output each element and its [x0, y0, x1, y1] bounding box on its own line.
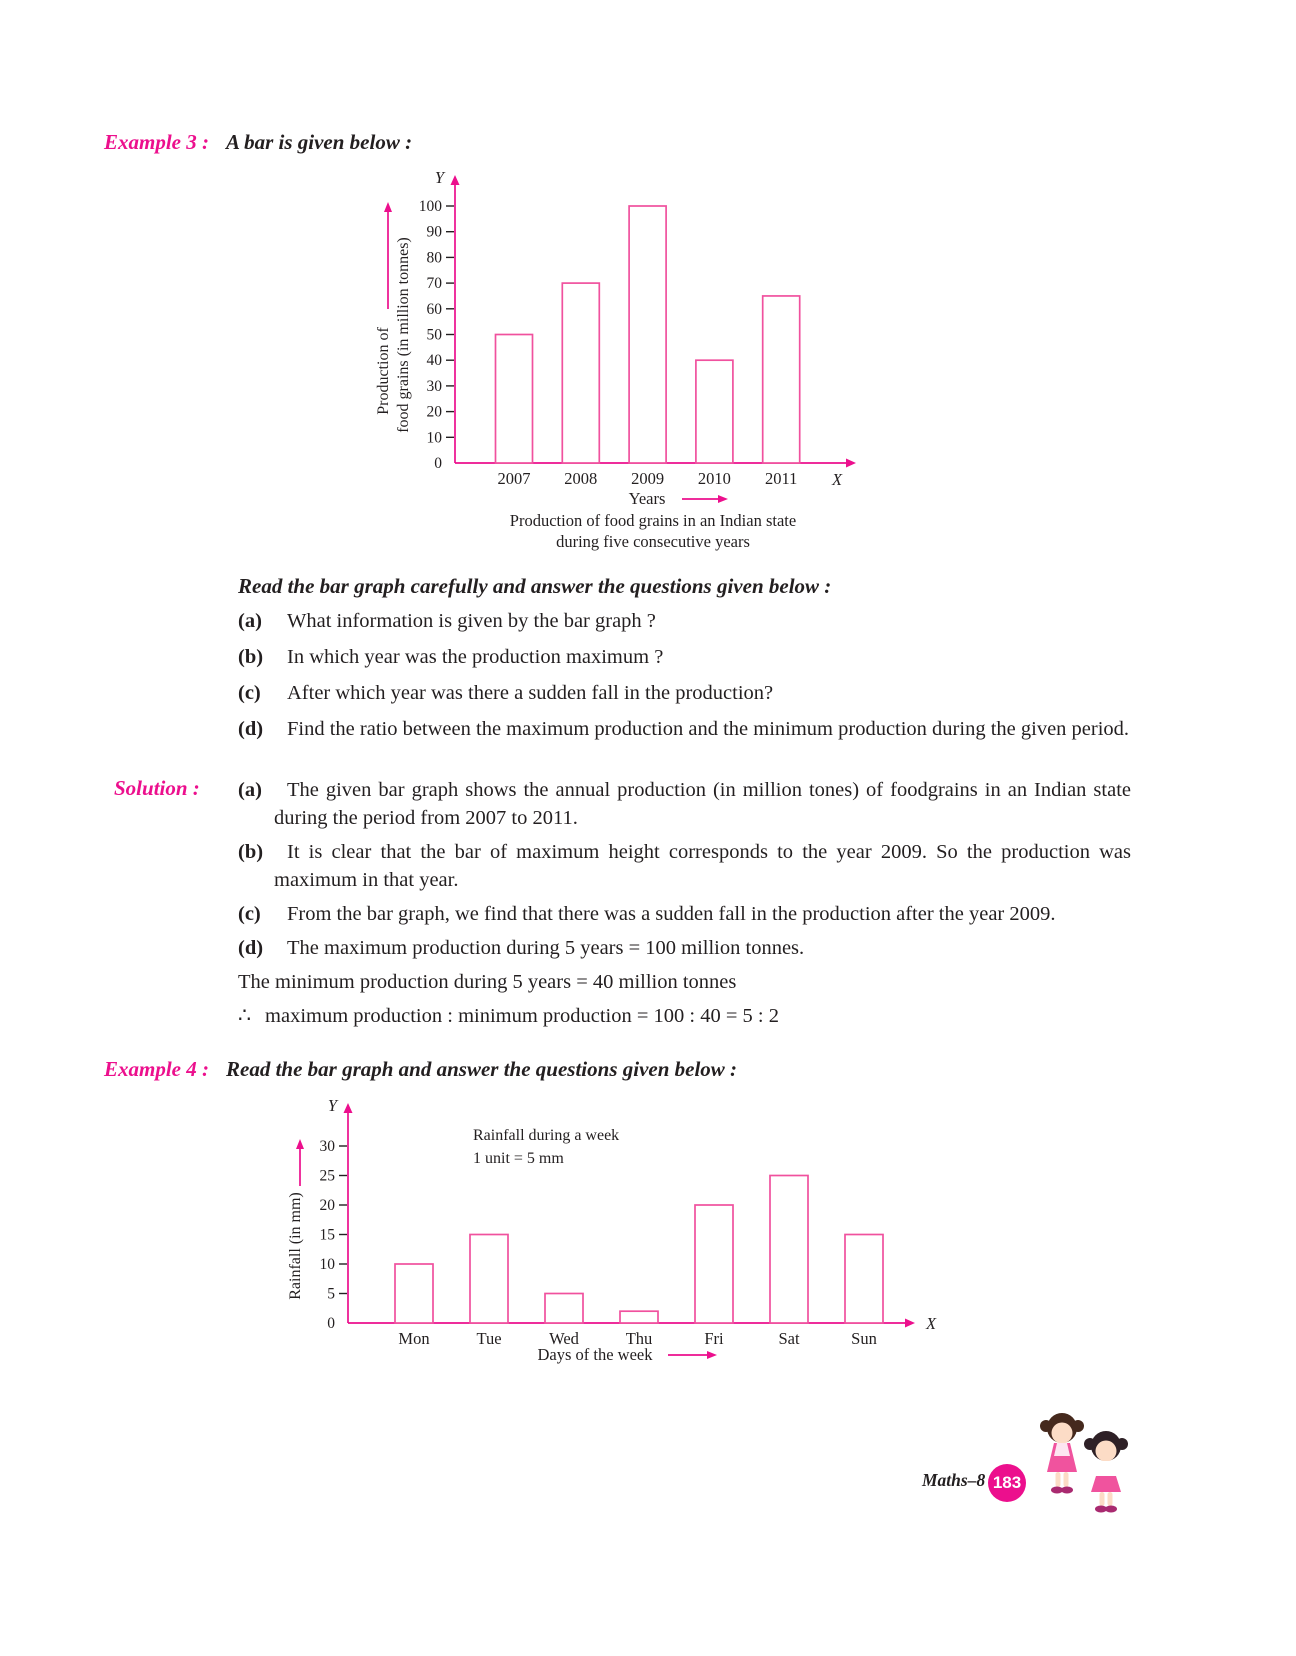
y-tick-label: 40: [426, 352, 442, 370]
mascot-girl-left: [1040, 1413, 1084, 1494]
bar-Wed: [545, 1294, 583, 1324]
question-a: [238, 607, 1131, 635]
read-prompt: Read the bar graph carefully and answer the questions given below :: [238, 574, 832, 598]
x-axis-title: Years: [628, 489, 666, 508]
questions-list: [238, 607, 1131, 751]
y-tick-label: 15: [319, 1226, 335, 1244]
x-axis-arrow-icon: [905, 1319, 915, 1328]
x-category-label: Wed: [549, 1329, 579, 1348]
solution-b-label: (b): [238, 841, 264, 863]
question-c-label: (c): [238, 682, 261, 704]
y-axis-arrow-icon: [344, 1103, 353, 1113]
y-tick-label: 50: [426, 326, 442, 344]
mascot-girl-right: [1084, 1431, 1128, 1513]
ylabel-arrow-icon: [384, 202, 392, 212]
example4-heading: [104, 1057, 737, 1082]
question-d-text: Find the ratio between the maximum production and the minimum production during the given period.: [287, 718, 1130, 740]
y-tick-label: 30: [426, 377, 442, 395]
bar-2008: [562, 283, 599, 463]
question-c: [238, 679, 1131, 707]
example4-label: Example 4 :: [104, 1057, 209, 1081]
solution-list: [238, 776, 1131, 1030]
y-tick-label: 80: [426, 249, 442, 267]
solution-item-b: [238, 838, 1131, 894]
solution-item-a: [238, 776, 1131, 832]
example3-heading: [104, 130, 412, 155]
xlabel-arrow-icon: [707, 1351, 717, 1359]
bar-Tue: [470, 1235, 508, 1324]
x-category-label: 2008: [564, 469, 598, 488]
x-category-label: Fri: [704, 1329, 724, 1348]
bar-2009: [629, 206, 666, 463]
x-category-label: Sun: [851, 1329, 877, 1348]
y-tick-label: 20: [426, 403, 442, 421]
x-axis-title: Days of the week: [537, 1345, 653, 1364]
solution-a-label: (a): [238, 779, 262, 801]
chart-caption-line: during five consecutive years: [556, 532, 750, 551]
ylabel-arrow-icon: [296, 1139, 304, 1149]
production-bar-chart: [370, 163, 870, 566]
x-category-label: Tue: [476, 1329, 502, 1348]
x-category-label: 2010: [697, 469, 731, 488]
rainfall-bar-chart: [285, 1093, 950, 1380]
solution-c-label: (c): [238, 903, 261, 925]
solution-minimum-line: The minimum production during 5 years = 40 million tonnes: [238, 971, 737, 993]
bar-Sun: [845, 1235, 883, 1324]
bar-Mon: [395, 1264, 433, 1323]
solution-b-text: It is clear that the bar of maximum height corresponds to the year 2009. So the production was maximum in that year.: [274, 841, 1131, 891]
x-axis-arrow-icon: [846, 459, 856, 468]
bar-2011: [763, 296, 800, 463]
y-axis-letter: Y: [434, 168, 444, 187]
y-tick-label: 20: [319, 1197, 335, 1214]
example3-label: Example 3 :: [104, 130, 209, 154]
example4-title: Read the bar graph and answer the questions given below :: [226, 1057, 738, 1081]
question-b-text: In which year was the production maximum ?: [287, 646, 664, 668]
rainfall-chart-svg: [285, 1093, 950, 1375]
solution-item-d: [238, 934, 1131, 962]
solution-c-text: From the bar graph, we find that there was a sudden fall in the production after the year 2009.: [287, 903, 1056, 925]
y-tick-label: 25: [319, 1167, 335, 1185]
solution-ratio-text: maximum production : minimum production = 100 : 40 = 5 : 2: [265, 1005, 779, 1027]
x-category-label: Sat: [778, 1329, 800, 1348]
solution-item-c: [238, 900, 1131, 928]
y-tick-label: 0: [327, 1315, 335, 1332]
y-tick-label: 100: [418, 198, 442, 215]
chart-caption-line: Production of food grains in an Indian state: [509, 511, 797, 530]
question-d: [238, 715, 1131, 743]
question-d-label: (d): [238, 718, 264, 740]
question-a-label: (a): [238, 610, 262, 632]
y-axis-title: food grains (in million tonnes): [395, 237, 412, 433]
y-tick-label: 90: [426, 223, 442, 241]
solution-label: Solution :: [114, 776, 200, 800]
y-tick-label: 30: [319, 1138, 335, 1155]
bar-Sat: [770, 1176, 808, 1324]
bar-Fri: [695, 1205, 733, 1323]
y-tick-label: 5: [327, 1285, 335, 1303]
children-mascot-illustration: [1032, 1406, 1138, 1524]
page-number-badge: 183: [988, 1464, 1026, 1502]
therefore-symbol: ∴: [238, 1005, 252, 1027]
x-category-label: 2007: [497, 469, 531, 488]
question-b-label: (b): [238, 646, 264, 668]
solution-ratio-line: [238, 1002, 1131, 1030]
production-chart-svg: [370, 163, 870, 561]
x-category-label: Thu: [625, 1329, 653, 1348]
y-tick-label: 0: [434, 455, 442, 472]
bar-2007: [496, 335, 533, 464]
bar-2010: [696, 360, 733, 463]
y-tick-label: 70: [426, 275, 442, 293]
x-category-label: Mon: [398, 1329, 430, 1348]
y-axis-title: Rainfall (in mm): [287, 1192, 304, 1300]
x-axis-letter: X: [926, 1314, 937, 1333]
y-tick-label: 60: [426, 300, 442, 318]
solution-a-text: The given bar graph shows the annual production (in million tones) of foodgrains in an Indian state during the period from 2007 to 2011.: [274, 779, 1131, 829]
example3-title: A bar is given below :: [226, 130, 413, 154]
solution-d-text: The maximum production during 5 years = 100 million tonnes.: [287, 937, 805, 959]
y-tick-label: 10: [426, 429, 442, 447]
x-axis-letter: X: [832, 470, 843, 489]
solution-d-label: (d): [238, 937, 264, 959]
y-axis-arrow-icon: [451, 175, 460, 185]
question-c-text: After which year was there a sudden fall in the production?: [287, 682, 774, 704]
question-b: [238, 643, 1131, 671]
bar-Thu: [620, 1311, 658, 1323]
y-axis-title: Production of: [375, 327, 392, 415]
x-category-label: 2009: [631, 469, 665, 488]
y-axis-letter: Y: [327, 1096, 337, 1115]
chart-inner-title: Rainfall during a week: [473, 1127, 620, 1144]
x-category-label: 2011: [765, 469, 798, 488]
xlabel-arrow-icon: [718, 495, 728, 503]
question-a-text: What information is given by the bar graph ?: [287, 610, 656, 632]
y-tick-label: 10: [319, 1256, 335, 1273]
chart-inner-subtitle: 1 unit = 5 mm: [473, 1150, 564, 1167]
book-label: Maths–8: [922, 1470, 986, 1490]
